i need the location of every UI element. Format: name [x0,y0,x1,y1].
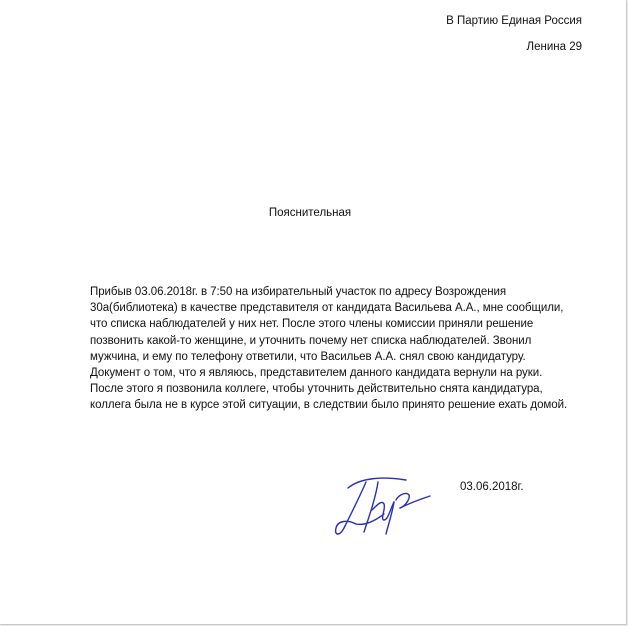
addressee-street: Ленина 29 [526,41,582,53]
signature-date: 03.06.2018г. [460,481,524,493]
addressee-block [446,14,582,54]
document-body: Прибыв 03.06.2018г. в 7:50 на избирательный участок по адресу Возрождения 30а(библиотека) в качестве представителя от кандидата Васильева А.А., мне сообщили, что списка наблюдателей у них нет. После этого члены комиссии приняли решение позвонить какой-то женщине, и уточнить почему нет списка наблюдателей. Звонил мужчина, и ему по телефону ответили, что Васильев А.А. снял свою кандидатуру. Документ о том, что я являюсь, представителем данного кандидата вернули на руки. После этого я позвонила коллеге, чтобы уточнить действительно снята кандидатура, коллега была не в курсе этой ситуации, в следствии было принято решение ехать домой. [90,286,568,412]
signature-icon [326,470,436,542]
document-title: Пояснительная [268,207,352,219]
addressee-party: В Партию Единая Россия [446,15,582,27]
